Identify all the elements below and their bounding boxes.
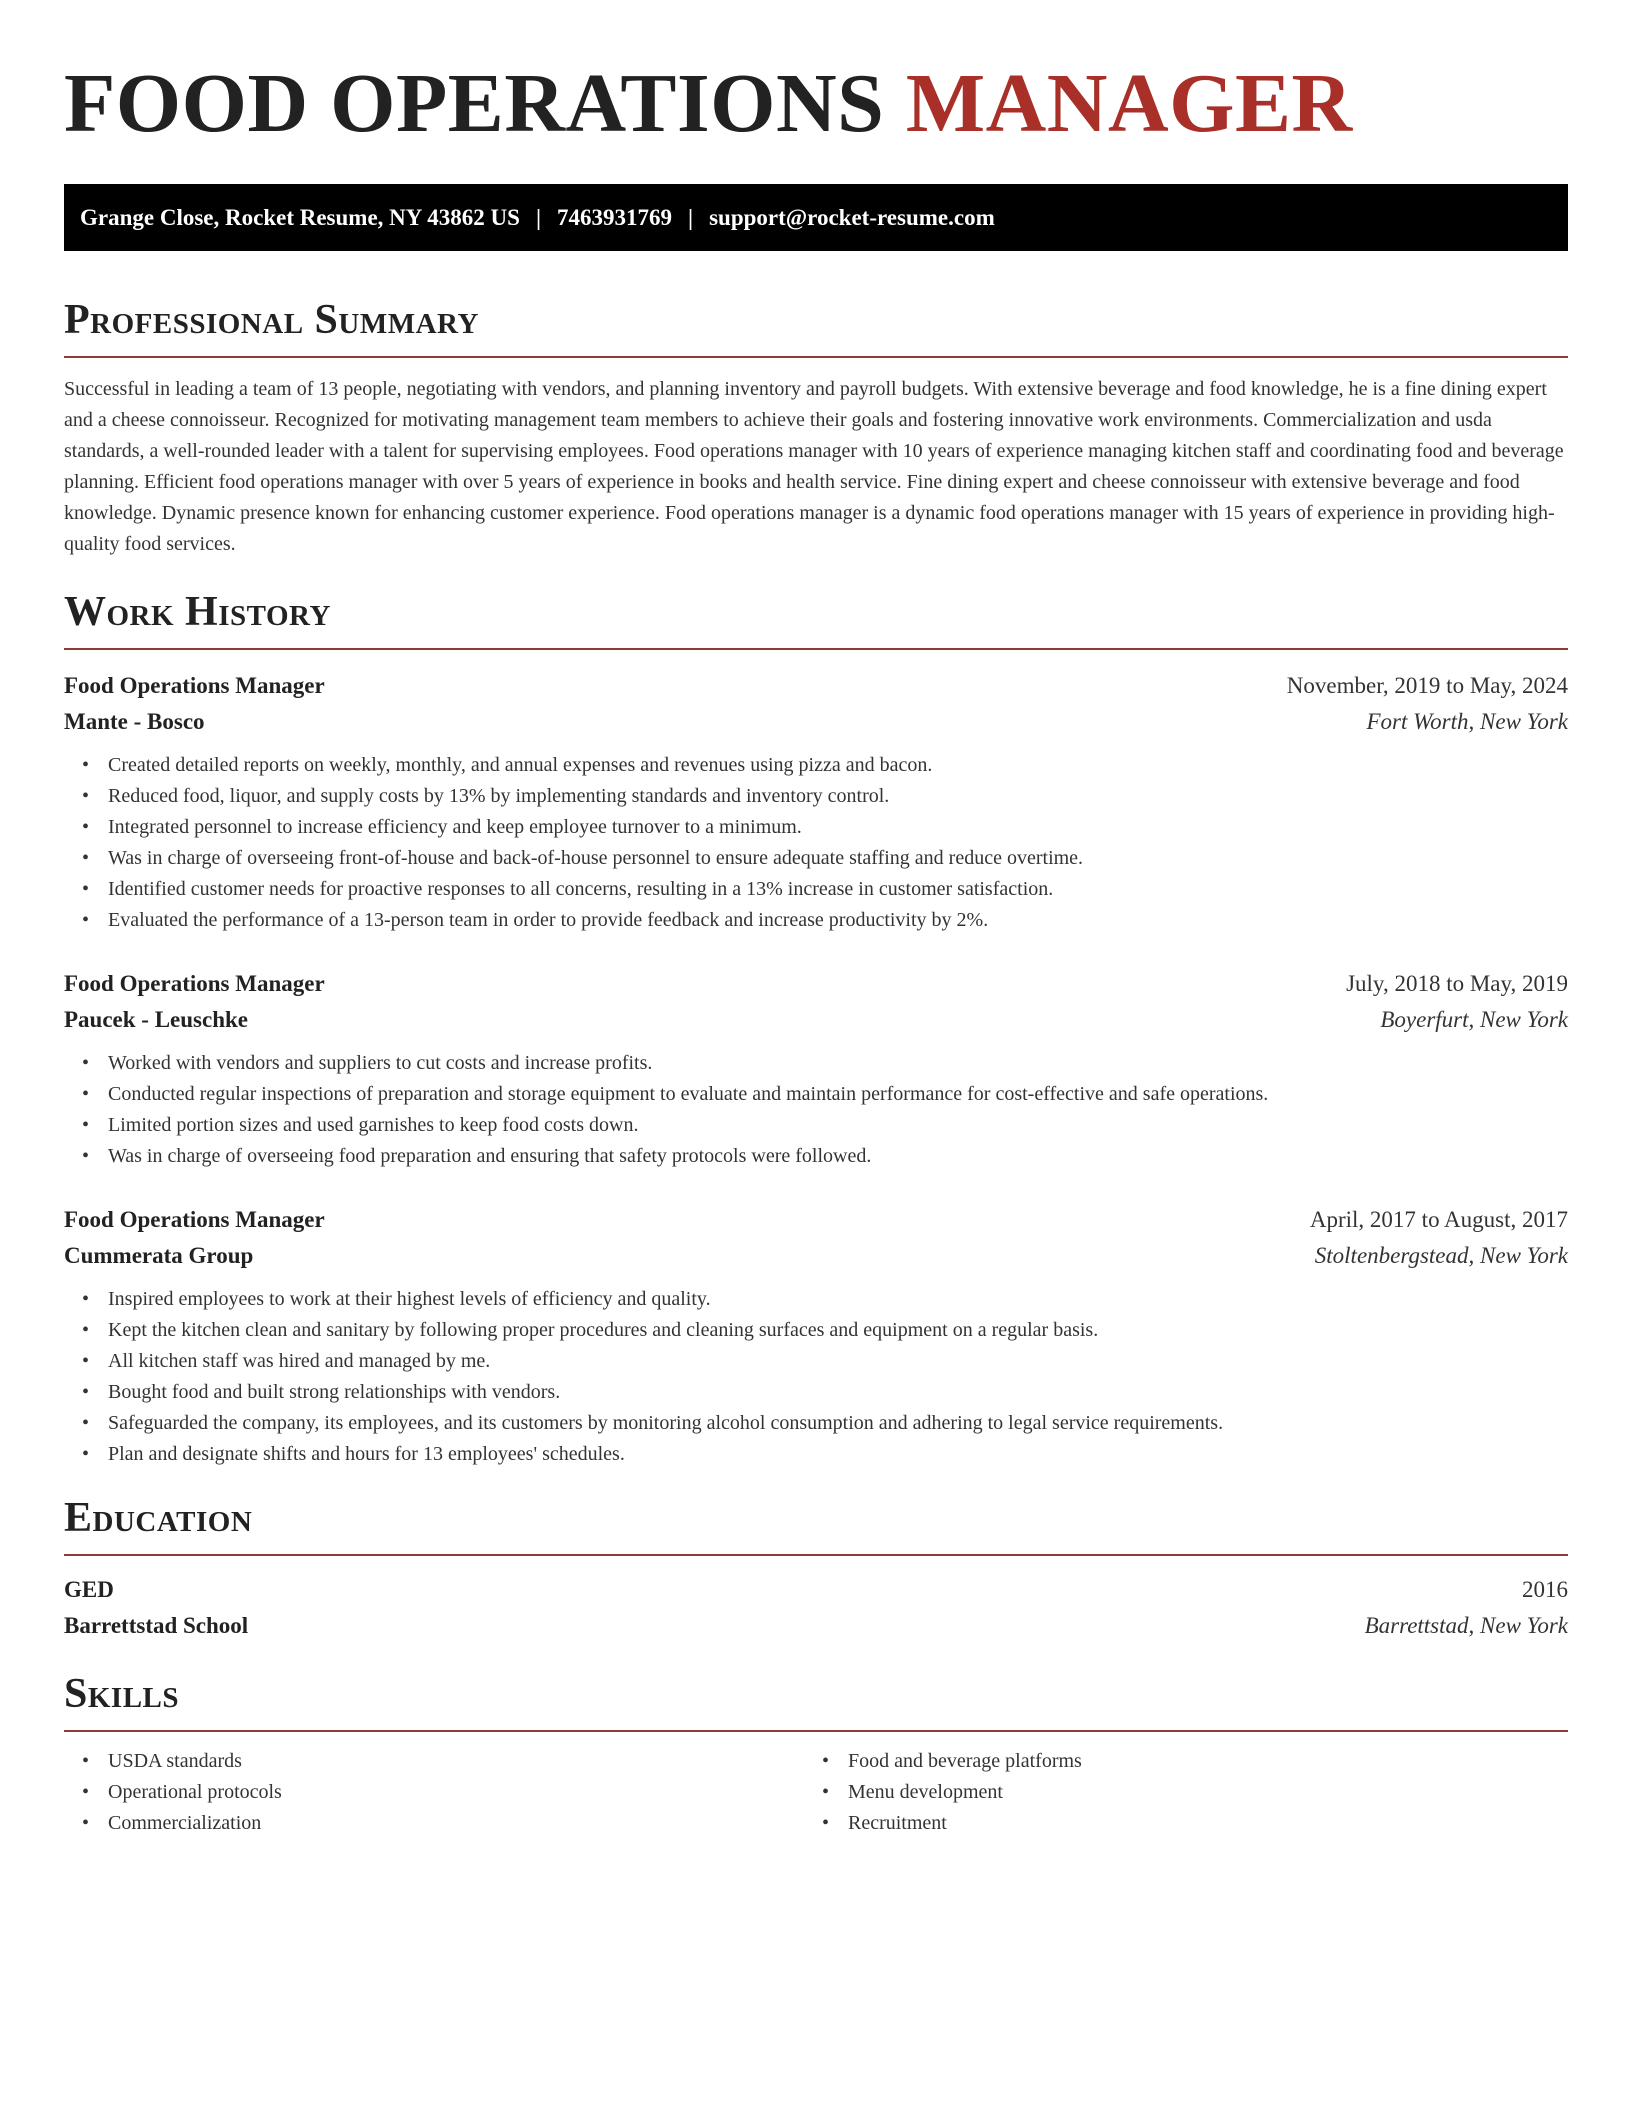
job-bullet: • Safeguarded the company, its employees, and its customers by monitoring alcohol consumption and adhering to legal service requirements. — [108, 1408, 1568, 1439]
education-degree: GED — [64, 1577, 114, 1602]
job-company: Paucek - Leuschke — [64, 1007, 248, 1032]
skills-section — [64, 1668, 1568, 1839]
job-bullet: • Was in charge of overseeing food preparation and ensuring that safety protocols were followed. — [108, 1141, 1568, 1172]
section-heading-education: Education — [64, 1495, 253, 1541]
section-divider — [64, 356, 1568, 358]
summary-text: Successful in leading a team of 13 people, negotiating with vendors, and planning inventory and payroll budgets. With extensive beverage and food knowledge, he is a fine dining expert and a cheese connoisseur. Recognized for motivating management team members to achieve their goals and fostering innovative work environments. Commercialization and usda standards, a well-rounded leader with a talent for supervising employees. Food operations manager with 10 years of experience managing kitchen staff and coordinating food and beverage planning. Efficient food operations manager with over 5 years of experience in books and health service. Fine dining expert and cheese connoisseur with extensive beverage and food knowledge. Dynamic presence known for enhancing customer experience. Food operations manager is a dynamic food operations manager with 15 years of experience in providing high-quality food services. — [64, 378, 1564, 555]
contact-email: support@rocket-resume.com — [709, 204, 995, 230]
title-accent: MANAGER — [905, 57, 1353, 150]
resume-title — [64, 0, 1568, 150]
skill-item: • Food and beverage platforms — [848, 1746, 1544, 1777]
contact-address: Grange Close, Rocket Resume, NY 43862 US — [80, 204, 520, 230]
job-bullet: • Was in charge of overseeing front-of-house and back-of-house personnel to ensure adequate staffing and reduce overtime. — [108, 843, 1568, 874]
education-location: Barrettstad, New York — [1364, 1613, 1568, 1638]
section-divider — [64, 1554, 1568, 1556]
section-divider — [64, 648, 1568, 650]
job-bullet: • All kitchen staff was hired and managed by me. — [108, 1346, 1568, 1377]
skill-item: • Menu development — [848, 1777, 1544, 1808]
job-location: Stoltenbergstead, New York — [1314, 1243, 1568, 1268]
title-primary: FOOD OPERATIONS — [64, 57, 885, 150]
job-bullets — [64, 1048, 1568, 1172]
job-bullet: • Identified customer needs for proactive responses to all concerns, resulting in a 13% increase in customer satisfaction. — [108, 874, 1568, 905]
job-company-row — [64, 1002, 1568, 1038]
job-bullet: • Reduced food, liquor, and supply costs by 13% by implementing standards and inventory control. — [108, 781, 1568, 812]
job-company: Cummerata Group — [64, 1243, 254, 1268]
job-header-row — [64, 1202, 1568, 1238]
skill-item: • Operational protocols — [108, 1777, 804, 1808]
job-bullet: • Kept the kitchen clean and sanitary by following proper procedures and cleaning surfaces and equipment on a regular basis. — [108, 1315, 1568, 1346]
job-title: Food Operations Manager — [64, 971, 325, 996]
section-divider — [64, 1730, 1568, 1732]
skills-column-right — [804, 1746, 1544, 1839]
job-bullet: • Worked with vendors and suppliers to cut costs and increase profits. — [108, 1048, 1568, 1079]
job-bullet: • Inspired employees to work at their highest levels of efficiency and quality. — [108, 1284, 1568, 1315]
job-header-row — [64, 668, 1568, 704]
job-title: Food Operations Manager — [64, 673, 325, 698]
contact-bar — [64, 184, 1568, 251]
skills-list — [804, 1746, 1544, 1839]
job-bullets — [64, 1284, 1568, 1470]
job-bullet: • Plan and designate shifts and hours for 13 employees' schedules. — [108, 1439, 1568, 1470]
job-location: Boyerfurt, New York — [1380, 1007, 1568, 1032]
skills-grid — [64, 1746, 1568, 1839]
job-company-row — [64, 1238, 1568, 1274]
skill-item: • USDA standards — [108, 1746, 804, 1777]
education-header-row — [64, 1572, 1568, 1608]
skill-item: • Recruitment — [848, 1808, 1544, 1839]
job-header-row — [64, 966, 1568, 1002]
skills-list — [64, 1746, 804, 1839]
work-history-section — [64, 586, 1568, 1470]
education-year: 2016 — [1522, 1577, 1568, 1602]
skills-column-left — [64, 1746, 804, 1839]
job-dates: April, 2017 to August, 2017 — [1309, 1207, 1568, 1232]
job-entry — [64, 1202, 1568, 1470]
contact-separator: | — [688, 204, 694, 230]
contact-separator: | — [535, 204, 542, 230]
job-bullet: • Conducted regular inspections of preparation and storage equipment to evaluate and maintain performance for cost-effective and safe operations. — [108, 1079, 1568, 1110]
job-dates: November, 2019 to May, 2024 — [1286, 673, 1568, 698]
job-entry — [64, 668, 1568, 936]
job-company: Mante - Bosco — [64, 709, 205, 734]
education-school-row — [64, 1608, 1568, 1644]
education-section — [64, 1492, 1568, 1644]
job-bullet: • Limited portion sizes and used garnishes to keep food costs down. — [108, 1110, 1568, 1141]
job-bullet: • Integrated personnel to increase efficiency and keep employee turnover to a minimum. — [108, 812, 1568, 843]
education-school: Barrettstad School — [64, 1613, 249, 1638]
job-bullet: • Evaluated the performance of a 13-person team in order to provide feedback and increase productivity by 2%. — [108, 905, 1568, 936]
contact-phone: 7463931769 — [557, 204, 673, 230]
job-bullet: • Bought food and built strong relationships with vendors. — [108, 1377, 1568, 1408]
job-title: Food Operations Manager — [64, 1207, 325, 1232]
education-entry — [64, 1572, 1568, 1644]
job-entry — [64, 966, 1568, 1172]
section-heading-skills: Skills — [64, 1671, 180, 1717]
job-location: Fort Worth, New York — [1366, 709, 1568, 734]
section-heading-summary: Professional Summary — [64, 297, 479, 343]
skill-item: • Commercialization — [108, 1808, 804, 1839]
summary-section — [64, 294, 1568, 560]
job-company-row — [64, 704, 1568, 740]
section-heading-work-history: Work History — [64, 589, 331, 635]
job-bullets — [64, 750, 1568, 936]
job-dates: July, 2018 to May, 2019 — [1346, 971, 1568, 996]
job-bullet: • Created detailed reports on weekly, monthly, and annual expenses and revenues using pizza and bacon. — [108, 750, 1568, 781]
